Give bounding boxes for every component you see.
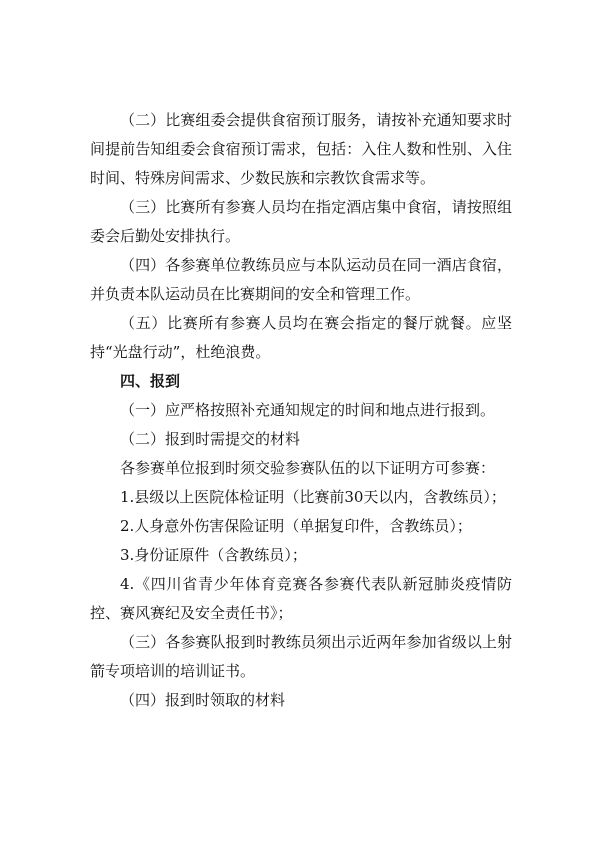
- list-item-id-card: 3.身份证原件（含教练员）；: [120, 546, 307, 564]
- paragraph-coach-responsibility: （四）各参赛单位教练员应与本队运动员在同一酒店食宿，并负责本队运动员在比赛期间的安全和管理工作。: [90, 256, 512, 303]
- paragraph-materials-submit-heading: （二）报到时需提交的材料: [120, 430, 301, 448]
- paragraph-dining: （五）比赛所有参赛人员均在赛会指定的餐厅就餐。应坚持“光盘行动”，杜绝浪费。: [90, 314, 512, 361]
- paragraph-designated-hotel: （三）比赛所有参赛人员均在指定酒店集中食宿，请按照组委会后勤处安排执行。: [90, 198, 512, 245]
- paragraph-accommodation-booking: （二）比赛组委会提供食宿预订服务，请按补充通知要求时间提前告知组委会食宿预订需求，包括：入住人数和性别、入住时间、特殊房间需求、少数民族和宗教饮食需求等。: [90, 111, 512, 187]
- list-item-medical-certificate: 1.县级以上医院体检证明（比赛前30天以内，含教练员）；: [120, 488, 506, 506]
- paragraph-materials-intro: 各参赛单位报到时须交验参赛队伍的以下证明方可参赛：: [120, 459, 496, 477]
- paragraph-registration-time: （一）应严格按照补充通知规定的时间和地点进行报到。: [120, 401, 496, 419]
- paragraph-materials-collect-heading: （四）报到时领取的材料: [120, 691, 286, 709]
- section-heading-registration: 四、报到: [120, 372, 181, 390]
- list-item-insurance-certificate: 2.人身意外伤害保险证明（单据复印件，含教练员）；: [120, 517, 472, 535]
- document-body: [90, 106, 512, 715]
- paragraph-training-certificate: （三）各参赛队报到时教练员须出示近两年参加省级以上射箭专项培训的培训证书。: [90, 633, 512, 680]
- list-item-responsibility-letter: 4.《四川省青少年体育竞赛各参赛代表队新冠肺炎疫情防控、赛风赛纪及安全责任书》；: [90, 575, 512, 622]
